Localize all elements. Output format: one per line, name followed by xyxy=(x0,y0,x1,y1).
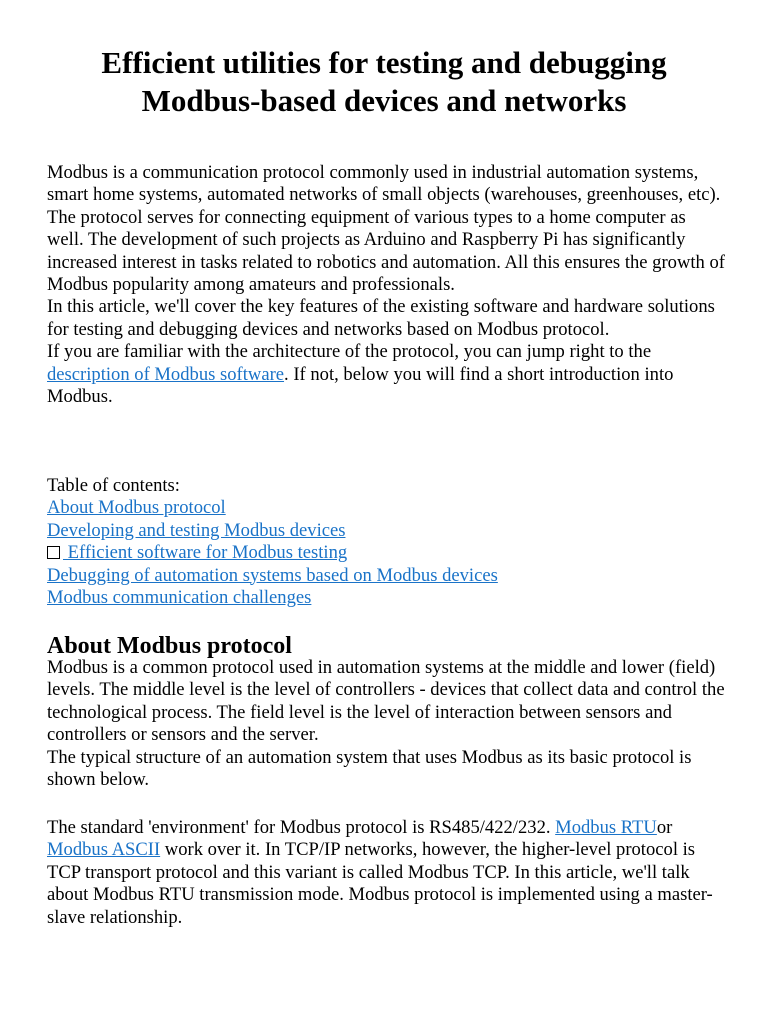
toc-link-communication-challenges[interactable]: Modbus communication challenges xyxy=(47,587,312,609)
environment-text-or: or xyxy=(656,817,673,838)
page-title-line-2: Modbus-based devices and networks xyxy=(141,83,627,118)
about-paragraph-2: The typical structure of an automation system that uses Modbus as its basic protocol is shown below. xyxy=(47,746,692,791)
about-heading: About Modbus protocol xyxy=(47,633,292,659)
toc-link-about-modbus[interactable]: About Modbus protocol xyxy=(47,497,226,519)
environment-text-end: work over it. In TCP/IP networks, however, the higher-level protocol is TCP transport protocol and this variant is called Modbus TCP. In this article, we'll talk about Modbus RTU transmission mode. Modbus protocol is implemented using a master-slave relationship. xyxy=(47,839,713,928)
modbus-software-link[interactable]: description of Modbus software xyxy=(47,363,285,385)
toc-link-efficient-software[interactable]: Efficient software for Modbus testing xyxy=(63,542,348,564)
toc-link-developing-testing[interactable]: Developing and testing Modbus devices xyxy=(47,519,346,541)
toc-link-debugging-automation[interactable]: Debugging of automation systems based on Modbus devices xyxy=(47,564,498,586)
environment-paragraph xyxy=(47,817,727,929)
intro-section xyxy=(47,162,727,408)
intro-paragraph-3-end: . If not, below you will find a short introduction into Modbus. xyxy=(47,363,674,408)
toc-heading: Table of contents: xyxy=(47,475,180,496)
page-title-line-1: Efficient utilities for testing and debugging xyxy=(101,45,667,80)
intro-paragraph-2: In this article, we'll cover the key features of the existing software and hardware solutions for testing and debugging devices and networks based on Modbus protocol. xyxy=(47,296,715,340)
page-title xyxy=(40,44,728,120)
intro-paragraph-3-start: If you are familiar with the architecture of the protocol, you can jump right to the xyxy=(47,341,652,363)
modbus-rtu-link[interactable]: Modbus RTU xyxy=(555,817,657,838)
intro-paragraph-1: Modbus is a communication protocol commonly used in industrial automation systems, smart home systems, automated networks of small objects (warehouses, greenhouses, etc). The protocol serves for connecting equipment of various types to a home computer as well. The development of such projects as Arduino and Raspberry Pi has significantly increased interest in tasks related to robotics and automation. All this ensures the growth of Modbus popularity among amateurs and professionals. xyxy=(47,162,725,296)
about-paragraph-1: Modbus is a common protocol used in automation systems at the middle and lower (field) levels. The middle level is the level of controllers - devices that collect data and control the technological process. The field level is the level of interaction between sensors and controllers or sensors and the server. xyxy=(47,657,725,746)
checkbox-icon xyxy=(47,546,60,559)
modbus-ascii-link[interactable]: Modbus ASCII xyxy=(47,839,161,861)
about-section xyxy=(47,657,727,791)
table-of-contents xyxy=(47,475,727,609)
environment-text-start: The standard 'environment' for Modbus protocol is RS485/422/232. xyxy=(47,817,556,838)
